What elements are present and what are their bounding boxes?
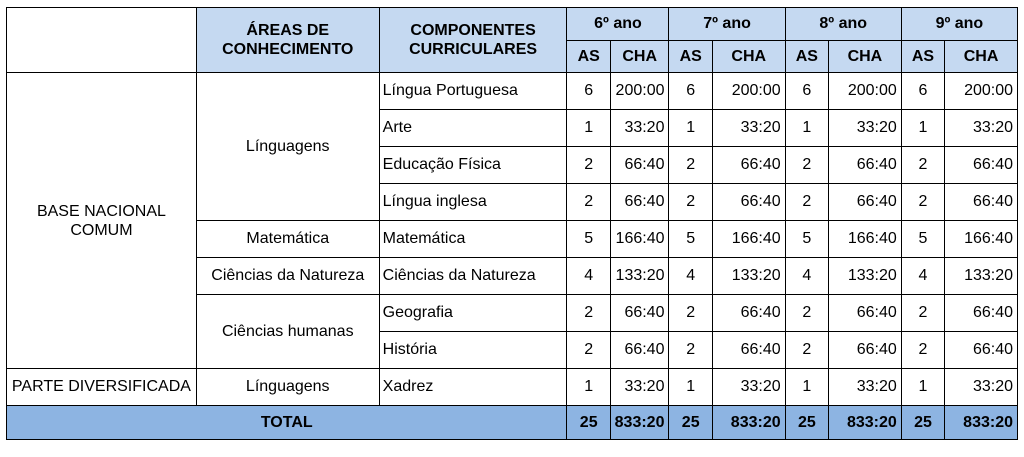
cha-cell: 33:20 bbox=[945, 110, 1018, 147]
component-cell: História bbox=[379, 332, 567, 369]
as-cell: 2 bbox=[901, 147, 944, 184]
as-cell: 2 bbox=[901, 184, 944, 221]
as-cell: 2 bbox=[669, 295, 712, 332]
area-ciencias-natureza: Ciências da Natureza bbox=[196, 258, 379, 295]
as-cell: 5 bbox=[669, 221, 712, 258]
total-label: TOTAL bbox=[7, 406, 567, 440]
cha-cell: 66:40 bbox=[712, 147, 785, 184]
total-cha-cell: 833:20 bbox=[945, 406, 1018, 440]
as-cell: 5 bbox=[567, 221, 610, 258]
cha-cell: 33:20 bbox=[712, 110, 785, 147]
cha-cell: 66:40 bbox=[945, 184, 1018, 221]
as-cell: 1 bbox=[567, 110, 610, 147]
header-cha: CHA bbox=[945, 41, 1018, 73]
as-cell: 2 bbox=[785, 332, 828, 369]
as-cell: 5 bbox=[785, 221, 828, 258]
cha-cell: 66:40 bbox=[712, 184, 785, 221]
header-blank bbox=[7, 8, 197, 73]
cha-cell: 66:40 bbox=[610, 295, 669, 332]
header-areas-line1: ÁREAS DE bbox=[246, 22, 330, 39]
as-cell: 1 bbox=[785, 369, 828, 406]
cha-cell: 200:00 bbox=[712, 73, 785, 110]
as-cell: 1 bbox=[901, 110, 944, 147]
cha-cell: 133:20 bbox=[712, 258, 785, 295]
header-components-line1: COMPONENTES bbox=[410, 22, 536, 39]
total-as-cell: 25 bbox=[901, 406, 944, 440]
cha-cell: 66:40 bbox=[829, 184, 902, 221]
header-as: AS bbox=[785, 41, 828, 73]
component-cell: Educação Física bbox=[379, 147, 567, 184]
header-components-line2: CURRICULARES bbox=[409, 41, 538, 58]
as-cell: 2 bbox=[785, 147, 828, 184]
cha-cell: 66:40 bbox=[712, 295, 785, 332]
as-cell: 2 bbox=[567, 147, 610, 184]
as-cell: 2 bbox=[669, 332, 712, 369]
total-cha-cell: 833:20 bbox=[610, 406, 669, 440]
cha-cell: 66:40 bbox=[712, 332, 785, 369]
header-as: AS bbox=[901, 41, 944, 73]
cha-cell: 200:00 bbox=[829, 73, 902, 110]
area-linguagens-diversificada: Línguagens bbox=[196, 369, 379, 406]
header-cha: CHA bbox=[829, 41, 902, 73]
area-ciencias-humanas: Ciências humanas bbox=[196, 295, 379, 369]
as-cell: 1 bbox=[785, 110, 828, 147]
as-cell: 1 bbox=[669, 369, 712, 406]
header-year-7: 7º ano bbox=[669, 8, 785, 41]
as-cell: 2 bbox=[669, 184, 712, 221]
component-cell: Língua Portuguesa bbox=[379, 73, 567, 110]
total-cha-cell: 833:20 bbox=[712, 406, 785, 440]
as-cell: 4 bbox=[669, 258, 712, 295]
cha-cell: 66:40 bbox=[945, 332, 1018, 369]
cha-cell: 133:20 bbox=[945, 258, 1018, 295]
as-cell: 6 bbox=[901, 73, 944, 110]
cha-cell: 133:20 bbox=[829, 258, 902, 295]
table-row bbox=[7, 73, 1018, 110]
table-row bbox=[7, 369, 1018, 406]
cha-cell: 200:00 bbox=[610, 73, 669, 110]
header-components bbox=[379, 8, 567, 73]
as-cell: 4 bbox=[567, 258, 610, 295]
cha-cell: 66:40 bbox=[945, 295, 1018, 332]
total-row bbox=[7, 406, 1018, 440]
cha-cell: 133:20 bbox=[610, 258, 669, 295]
total-cha-cell: 833:20 bbox=[829, 406, 902, 440]
as-cell: 6 bbox=[669, 73, 712, 110]
as-cell: 4 bbox=[785, 258, 828, 295]
group-base-nacional bbox=[7, 73, 197, 369]
as-cell: 6 bbox=[567, 73, 610, 110]
area-matematica: Matemática bbox=[196, 221, 379, 258]
cha-cell: 200:00 bbox=[945, 73, 1018, 110]
cha-cell: 66:40 bbox=[610, 147, 669, 184]
as-cell: 1 bbox=[567, 369, 610, 406]
as-cell: 2 bbox=[785, 184, 828, 221]
component-cell: Ciências da Natureza bbox=[379, 258, 567, 295]
as-cell: 1 bbox=[669, 110, 712, 147]
total-as-cell: 25 bbox=[567, 406, 610, 440]
as-cell: 4 bbox=[901, 258, 944, 295]
as-cell: 2 bbox=[567, 184, 610, 221]
as-cell: 2 bbox=[901, 295, 944, 332]
header-as: AS bbox=[669, 41, 712, 73]
curriculum-table bbox=[6, 7, 1018, 440]
group-base-line1: BASE NACIONAL bbox=[36, 202, 166, 220]
cha-cell: 66:40 bbox=[610, 332, 669, 369]
total-as-cell: 25 bbox=[669, 406, 712, 440]
cha-cell: 166:40 bbox=[712, 221, 785, 258]
group-parte-diversificada: PARTE DIVERSIFICADA bbox=[7, 369, 197, 406]
as-cell: 2 bbox=[567, 332, 610, 369]
header-as: AS bbox=[567, 41, 610, 73]
cha-cell: 33:20 bbox=[610, 369, 669, 406]
cha-cell: 166:40 bbox=[829, 221, 902, 258]
cha-cell: 33:20 bbox=[829, 110, 902, 147]
component-cell: Xadrez bbox=[379, 369, 567, 406]
cha-cell: 33:20 bbox=[829, 369, 902, 406]
header-cha: CHA bbox=[610, 41, 669, 73]
header-areas bbox=[196, 8, 379, 73]
component-cell: Arte bbox=[379, 110, 567, 147]
cha-cell: 66:40 bbox=[829, 332, 902, 369]
cha-cell: 33:20 bbox=[712, 369, 785, 406]
cha-cell: 66:40 bbox=[945, 147, 1018, 184]
cha-cell: 33:20 bbox=[610, 110, 669, 147]
as-cell: 5 bbox=[901, 221, 944, 258]
as-cell: 6 bbox=[785, 73, 828, 110]
cha-cell: 66:40 bbox=[829, 295, 902, 332]
header-areas-line2: CONHECIMENTO bbox=[222, 41, 354, 58]
as-cell: 1 bbox=[901, 369, 944, 406]
component-cell: Língua inglesa bbox=[379, 184, 567, 221]
as-cell: 2 bbox=[785, 295, 828, 332]
cha-cell: 66:40 bbox=[829, 147, 902, 184]
cha-cell: 66:40 bbox=[610, 184, 669, 221]
cha-cell: 166:40 bbox=[945, 221, 1018, 258]
cha-cell: 166:40 bbox=[610, 221, 669, 258]
header-year-9: 9º ano bbox=[901, 8, 1017, 41]
group-base-line2: COMUM bbox=[70, 221, 133, 239]
header-cha: CHA bbox=[712, 41, 785, 73]
header-year-8: 8º ano bbox=[785, 8, 901, 41]
header-year-6: 6º ano bbox=[567, 8, 669, 41]
as-cell: 2 bbox=[567, 295, 610, 332]
area-linguagens: Línguagens bbox=[196, 73, 379, 221]
cha-cell: 33:20 bbox=[945, 369, 1018, 406]
total-as-cell: 25 bbox=[785, 406, 828, 440]
as-cell: 2 bbox=[669, 147, 712, 184]
as-cell: 2 bbox=[901, 332, 944, 369]
component-cell: Geografia bbox=[379, 295, 567, 332]
component-cell: Matemática bbox=[379, 221, 567, 258]
